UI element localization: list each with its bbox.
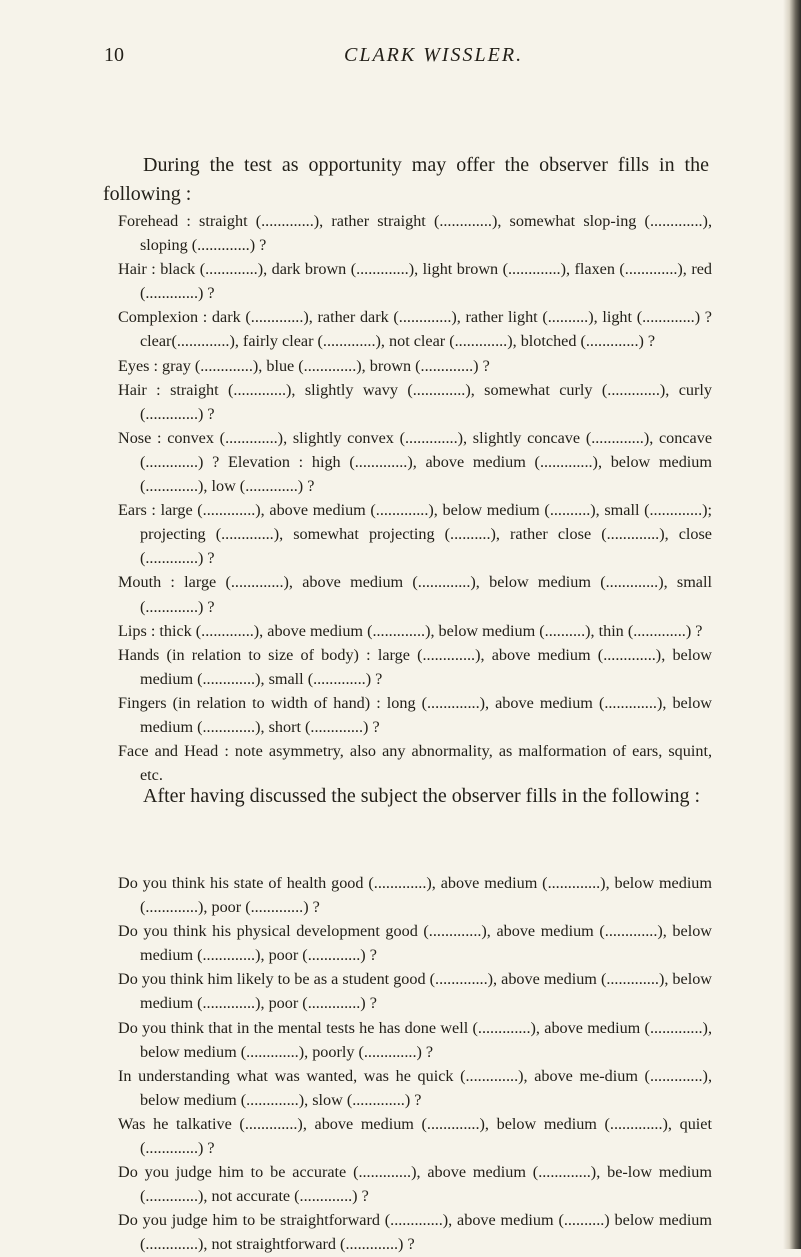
- physical-observation-form: [118, 209, 712, 787]
- form-item-fingers: Fingers (in relation to width of hand) : long (.............), above medium (.............), below medium (.............), short (.............) ?: [118, 693, 712, 736]
- form-item-hair-color: Hair : black (.............), dark brown (.............), light brown (.............), flaxen (.............), red (.............) ?: [118, 260, 712, 303]
- form-item-forehead: Forehead : straight (.............), rather straight (.............), somewhat slop-ing (.............), sloping (.............) ?: [118, 212, 712, 255]
- form-item-lips: Lips : thick (.............), above medium (.............), below medium (..........), thin (.............) ?: [118, 621, 703, 640]
- form-item-health: Do you think his state of health good (.............), above medium (.............), below medium (.............), poor (.............) ?: [118, 874, 712, 917]
- intro-paragraph: During the test as opportunity may offer the observer fills in the following :: [103, 154, 709, 205]
- form-item-ears: Ears : large (.............), above medium (.............), below medium (..........), small (.............); projecting (.............), somewhat projecting (..........), rather close (.............), close (.............) ?: [118, 501, 712, 568]
- book-binding-edge: [783, 0, 801, 1249]
- page-number: 10: [104, 44, 124, 66]
- form-item-complexion: Complexion : dark (.............), rather dark (.............), rather light (..........), light (.............) ? clear(.............), fairly clear (.............), not clear (.............), blotched (.............) ?: [118, 308, 712, 351]
- form-item-talkative: Was he talkative (.............), above medium (.............), below medium (.............), quiet (.............) ?: [118, 1114, 712, 1158]
- form-item-mouth: Mouth : large (.............), above medium (.............), below medium (.............), small (.............) ?: [118, 573, 712, 616]
- page-header: [104, 44, 741, 74]
- form-item-student: Do you think him likely to be as a student good (.............), above medium (.............), below medium (.............), poor (.............) ?: [118, 970, 712, 1013]
- form-item-straightforward: Do you judge him to be straightforward (.............), above medium (..........) below medium (.............), not straightforward (.............) ?: [118, 1211, 712, 1254]
- form-item-hair-texture: Hair : straight (.............), slightly wavy (.............), somewhat curly (.............), curly (.............) ?: [118, 380, 712, 423]
- running-head: CLARK WISSLER.: [344, 44, 524, 66]
- form-item-eyes: Eyes : gray (.............), blue (.............), brown (.............) ?: [118, 356, 490, 375]
- form-item-hands: Hands (in relation to size of body) : large (.............), above medium (.............), below medium (.............), small (.............) ?: [118, 645, 712, 688]
- form-item-face-head: Face and Head : note asymmetry, also any abnormality, as malformation of ears, squint, etc.: [118, 742, 712, 785]
- form-item-physical-development: Do you think his physical development good (.............), above medium (.............), below medium (.............), poor (.............) ?: [118, 922, 712, 965]
- form-item-understanding: In understanding what was wanted, was he quick (.............), above me-dium (.............), below medium (.............), slow (.............) ?: [118, 1066, 712, 1109]
- after-discussion-paragraph: After having discussed the subject the observer fills in the following :: [143, 785, 701, 807]
- form-item-nose: Nose : convex (.............), slightly convex (.............), slightly concave (.............), concave (.............) ? Elevation : high (.............), above medium (.............), below medium (.............), low (.............) ?: [118, 428, 712, 496]
- form-item-mental-tests: Do you think that in the mental tests he has done well (.............), above medium (.............), below medium (.............), poorly (.............) ?: [118, 1018, 712, 1061]
- form-item-accurate: Do you judge him to be accurate (.............), above medium (.............), be-low medium (.............), not accurate (.............) ?: [118, 1163, 712, 1206]
- judgment-form: [118, 871, 712, 1257]
